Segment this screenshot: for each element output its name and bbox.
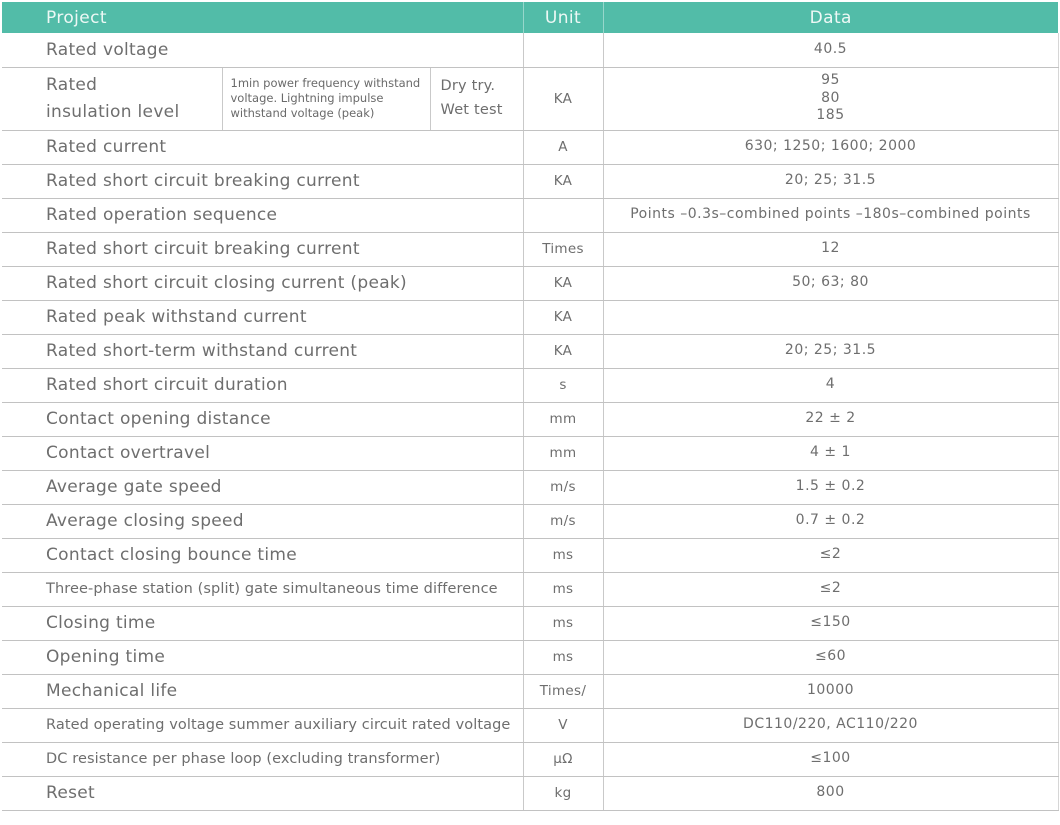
project-cell: Contact opening distance — [2, 402, 523, 436]
project-cell: Rated short circuit closing current (peak) — [2, 266, 523, 300]
data-cell: 0.7 ± 0.2 — [603, 504, 1058, 538]
table-row — [2, 164, 1058, 198]
column-header-project: Project — [2, 2, 523, 33]
table-row — [2, 232, 1058, 266]
project-cell: DC resistance per phase loop (excluding transformer) — [2, 742, 523, 776]
table-row — [2, 674, 1058, 708]
table-row — [2, 436, 1058, 470]
data-cell: 4 ± 1 — [603, 436, 1058, 470]
data-cell: ≤150 — [603, 606, 1058, 640]
unit-cell: Times/ — [523, 674, 603, 708]
unit-cell: KA — [523, 266, 603, 300]
project-cell: Rated short circuit breaking current — [2, 164, 523, 198]
project-cell: Closing time — [2, 606, 523, 640]
project-cell: Rated voltage — [2, 33, 523, 67]
table-row — [2, 470, 1058, 504]
unit-cell: Times — [523, 232, 603, 266]
project-cell: Rated operation sequence — [2, 198, 523, 232]
table-row — [2, 67, 1058, 130]
project-cell: Rated current — [2, 130, 523, 164]
table-row — [2, 368, 1058, 402]
insulation-test-cell: Dry try. Wet test — [430, 67, 523, 130]
table-row — [2, 300, 1058, 334]
column-header-unit: Unit — [523, 2, 603, 33]
project-cell: Rated operating voltage summer auxiliary circuit rated voltage — [2, 708, 523, 742]
unit-cell: KA — [523, 164, 603, 198]
data-cell: 20; 25; 31.5 — [603, 334, 1058, 368]
table-row — [2, 572, 1058, 606]
project-cell: Mechanical life — [2, 674, 523, 708]
spec-table — [2, 2, 1059, 811]
data-cell: 95 80 185 — [603, 67, 1058, 130]
unit-cell: A — [523, 130, 603, 164]
unit-cell: mm — [523, 436, 603, 470]
table-row — [2, 776, 1058, 810]
table-row — [2, 538, 1058, 572]
column-header-data: Data — [603, 2, 1058, 33]
data-cell: 4 — [603, 368, 1058, 402]
table-row — [2, 504, 1058, 538]
unit-cell — [523, 33, 603, 67]
unit-cell: m/s — [523, 470, 603, 504]
table-row — [2, 708, 1058, 742]
project-cell: Contact overtravel — [2, 436, 523, 470]
data-cell: 22 ± 2 — [603, 402, 1058, 436]
table-row — [2, 33, 1058, 67]
table-row — [2, 606, 1058, 640]
project-cell: Opening time — [2, 640, 523, 674]
spec-table-body — [2, 33, 1058, 810]
data-cell: 40.5 — [603, 33, 1058, 67]
project-cell: Rated insulation level — [2, 67, 222, 130]
data-cell: 20; 25; 31.5 — [603, 164, 1058, 198]
data-cell: ≤100 — [603, 742, 1058, 776]
unit-cell: ms — [523, 640, 603, 674]
unit-cell: KA — [523, 334, 603, 368]
project-cell: Reset — [2, 776, 523, 810]
unit-cell: V — [523, 708, 603, 742]
data-cell: ≤60 — [603, 640, 1058, 674]
data-cell: ≤2 — [603, 538, 1058, 572]
data-cell: 800 — [603, 776, 1058, 810]
table-row — [2, 640, 1058, 674]
data-cell: 50; 63; 80 — [603, 266, 1058, 300]
unit-cell: μΩ — [523, 742, 603, 776]
project-cell: Three-phase station (split) gate simultaneous time difference — [2, 572, 523, 606]
table-row — [2, 742, 1058, 776]
unit-cell: mm — [523, 402, 603, 436]
data-cell: 12 — [603, 232, 1058, 266]
unit-cell: KA — [523, 67, 603, 130]
unit-cell: ms — [523, 572, 603, 606]
unit-cell: ms — [523, 606, 603, 640]
unit-cell: ms — [523, 538, 603, 572]
data-cell: Points –0.3s–combined points –180s–combined points — [603, 198, 1058, 232]
table-row — [2, 198, 1058, 232]
unit-cell — [523, 198, 603, 232]
unit-cell: s — [523, 368, 603, 402]
project-cell: Rated short-term withstand current — [2, 334, 523, 368]
table-row — [2, 402, 1058, 436]
table-row — [2, 334, 1058, 368]
data-cell: 630; 1250; 1600; 2000 — [603, 130, 1058, 164]
header-row — [2, 2, 1058, 33]
insulation-description-cell: 1min power frequency withstand voltage. Lightning impulse withstand voltage (peak) — [222, 67, 430, 130]
project-cell: Rated short circuit breaking current — [2, 232, 523, 266]
data-cell: 1.5 ± 0.2 — [603, 470, 1058, 504]
unit-cell: kg — [523, 776, 603, 810]
data-cell — [603, 300, 1058, 334]
project-cell: Rated peak withstand current — [2, 300, 523, 334]
data-cell: 10000 — [603, 674, 1058, 708]
data-cell: ≤2 — [603, 572, 1058, 606]
unit-cell: KA — [523, 300, 603, 334]
table-row — [2, 130, 1058, 164]
project-cell: Average closing speed — [2, 504, 523, 538]
unit-cell: m/s — [523, 504, 603, 538]
project-cell: Average gate speed — [2, 470, 523, 504]
project-cell: Contact closing bounce time — [2, 538, 523, 572]
project-cell: Rated short circuit duration — [2, 368, 523, 402]
data-cell: DC110/220, AC110/220 — [603, 708, 1058, 742]
table-row — [2, 266, 1058, 300]
